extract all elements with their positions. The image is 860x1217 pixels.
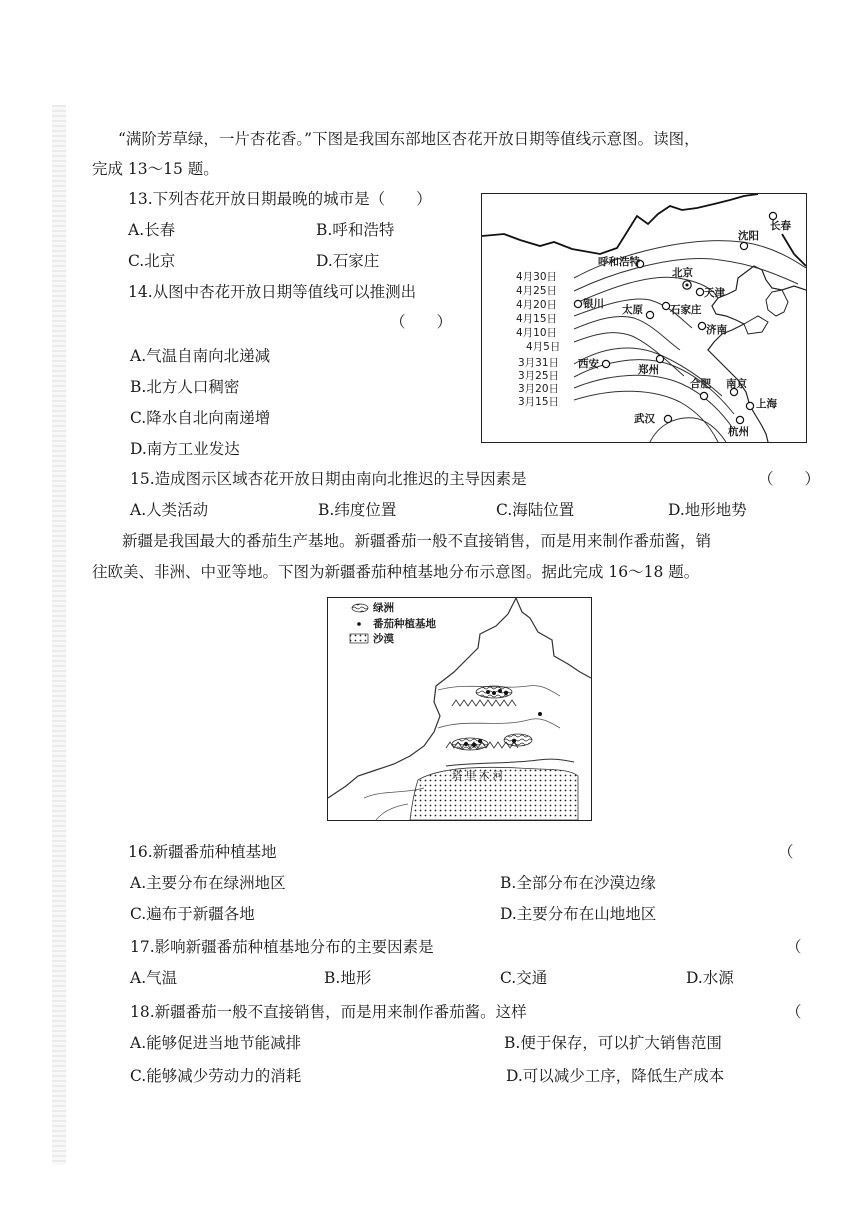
- city-label-tianjin: 天津: [704, 287, 725, 299]
- oasis-south-west: [452, 738, 488, 750]
- city-label-shenyang: 沈阳: [738, 230, 759, 242]
- question-18-stem: 18.新疆番茄一般不直接销售，而是用来制作番茄酱。这样: [130, 1003, 527, 1021]
- question-16-option-c: C.遍布于新疆各地: [130, 905, 255, 923]
- city-xian-marker: [602, 360, 609, 367]
- question-17-stem: 17.影响新疆番茄种植基地分布的主要因素是: [130, 938, 434, 956]
- question-15-answer-paren: （ ）: [758, 470, 821, 488]
- question-18-option-c: C.能够减少劳动力的消耗: [130, 1067, 302, 1085]
- city-label-hangzhou: 杭州: [728, 426, 749, 438]
- river-label-tarim: 塔里木河: [452, 770, 506, 782]
- question-15-option-d: D.地形地势: [668, 501, 747, 519]
- legend-desert-label: 沙漠: [373, 633, 394, 645]
- city-label-shanghai: 上海: [756, 398, 777, 410]
- city-label-nanjing: 南京: [726, 378, 747, 390]
- apricot-isoline-map: [481, 193, 807, 443]
- legend-desert-symbol: [350, 634, 368, 643]
- legend-tomato-base-label: 番茄种植基地: [373, 618, 436, 630]
- binding-strip: [52, 105, 66, 1165]
- question-13-option-c: C.北京: [128, 252, 176, 270]
- isoline-label: 3月20日: [518, 383, 560, 395]
- city-shijiazhuang-marker: [662, 302, 669, 309]
- isoline-label: 4月20日: [516, 299, 558, 311]
- isoline-label: 3月15日: [518, 396, 560, 408]
- city-yinchuan-marker: [574, 300, 581, 307]
- question-15-option-c: C.海陆位置: [496, 501, 575, 519]
- question-18-option-d: D.可以减少工序，降低生产成本: [506, 1067, 725, 1085]
- city-label-jinan: 济南: [706, 324, 727, 336]
- city-zhengzhou-marker: [656, 355, 663, 362]
- isoline-label: 3月31日: [518, 357, 560, 369]
- question-13-stem: 13.下列杏花开放日期最晚的城市是（ ）: [128, 190, 432, 208]
- isoline-label: 4月5日: [526, 341, 561, 353]
- legend-oasis-label: 绿洲: [373, 602, 394, 614]
- intro2-text-line1: 新疆是我国最大的番茄生产基地。新疆番茄一般不直接销售，而是用来制作番茄酱，销: [122, 532, 712, 550]
- question-14-stem: 14.从图中杏花开放日期等值线可以推测出: [128, 283, 417, 301]
- isoline-label: 4月10日: [516, 327, 558, 339]
- question-14-option-b: B.北方人口稠密: [130, 378, 240, 396]
- city-label-beijing: 北京: [672, 267, 693, 279]
- question-14-option-a: A.气温自南向北递减: [130, 347, 271, 365]
- intro2-text-line2: 往欧美、非洲、中亚等地。下图为新疆番茄种植基地分布示意图。据此完成 16～18 题。: [92, 563, 700, 581]
- question-18-option-b: B.便于保存，可以扩大销售范围: [504, 1034, 722, 1052]
- question-17-answer-paren: （: [786, 938, 802, 956]
- intro-text-line2: 完成 13～15 题。: [92, 160, 219, 178]
- city-label-shijiazhuang: 石家庄: [670, 304, 702, 316]
- isoline-label: 3月25日: [518, 370, 560, 382]
- question-14-answer-paren: （ ）: [390, 313, 453, 331]
- question-15-option-a: A.人类活动: [130, 501, 209, 519]
- city-shanghai-marker: [746, 402, 753, 409]
- city-hangzhou-marker: [736, 416, 743, 423]
- city-jinan-marker: [698, 322, 705, 329]
- city-tianjin-marker: [696, 288, 703, 295]
- question-14-option-c: C.降水自北向南递增: [130, 409, 271, 427]
- question-15-option-b: B.纬度位置: [318, 501, 397, 519]
- question-16-option-d: D.主要分布在山地地区: [500, 905, 657, 923]
- xinjiang-tomato-map-graphic: [328, 598, 591, 820]
- city-label-taiyuan: 太原: [622, 304, 643, 316]
- city-changchun-marker: [769, 212, 776, 219]
- question-16-option-b: B.全部分布在沙漠边缘: [500, 874, 656, 892]
- city-label-hohhot: 呼和浩特: [598, 256, 640, 268]
- city-label-zhengzhou: 郑州: [638, 364, 659, 376]
- isoline-label: 4月25日: [516, 285, 558, 297]
- question-18-option-a: A.能够促进当地节能减排: [130, 1034, 302, 1052]
- city-label-wuhan: 武汉: [634, 413, 655, 425]
- intro-text-line1: “满阶芳草绿，一片杏花香。”下图是我国东部地区杏花开放日期等值线示意图。读图，: [118, 130, 700, 148]
- isoline-label: 4月30日: [516, 271, 558, 283]
- question-16-answer-paren: （: [778, 843, 794, 861]
- isoline-label: 4月15日: [516, 313, 558, 325]
- city-label-hefei: 合肥: [690, 378, 711, 390]
- question-16-option-a: A.主要分布在绿洲地区: [130, 874, 286, 892]
- city-hefei-marker: [700, 392, 707, 399]
- xinjiang-tomato-map: [327, 597, 592, 821]
- question-17-option-c: C.交通: [500, 969, 548, 987]
- city-taiyuan-marker: [646, 311, 653, 318]
- city-label-yinchuan: 银川: [583, 298, 604, 310]
- question-17-option-d: D.水源: [686, 969, 734, 987]
- question-18-answer-paren: （: [786, 1003, 802, 1021]
- question-14-option-d: D.南方工业发达: [130, 440, 240, 458]
- oasis-south-east: [504, 734, 532, 746]
- legend-tomato-base-symbol: [357, 622, 361, 626]
- question-16-stem: 16.新疆番茄种植基地: [128, 843, 277, 861]
- question-17-option-b: B.地形: [324, 969, 372, 987]
- question-13-option-a: A.长春: [128, 221, 176, 239]
- city-label-changchun: 长春: [770, 220, 791, 232]
- question-15-stem: 15.造成图示区域杏花开放日期由南向北推迟的主导因素是: [130, 470, 527, 488]
- legend-oasis-symbol: [352, 604, 368, 612]
- city-label-xian: 西安: [578, 358, 599, 370]
- question-13-option-d: D.石家庄: [316, 252, 380, 270]
- question-13-option-b: B.呼和浩特: [316, 221, 395, 239]
- city-wuhan-marker: [664, 415, 671, 422]
- question-17-option-a: A.气温: [130, 969, 178, 987]
- city-shenyang-marker: [740, 242, 747, 249]
